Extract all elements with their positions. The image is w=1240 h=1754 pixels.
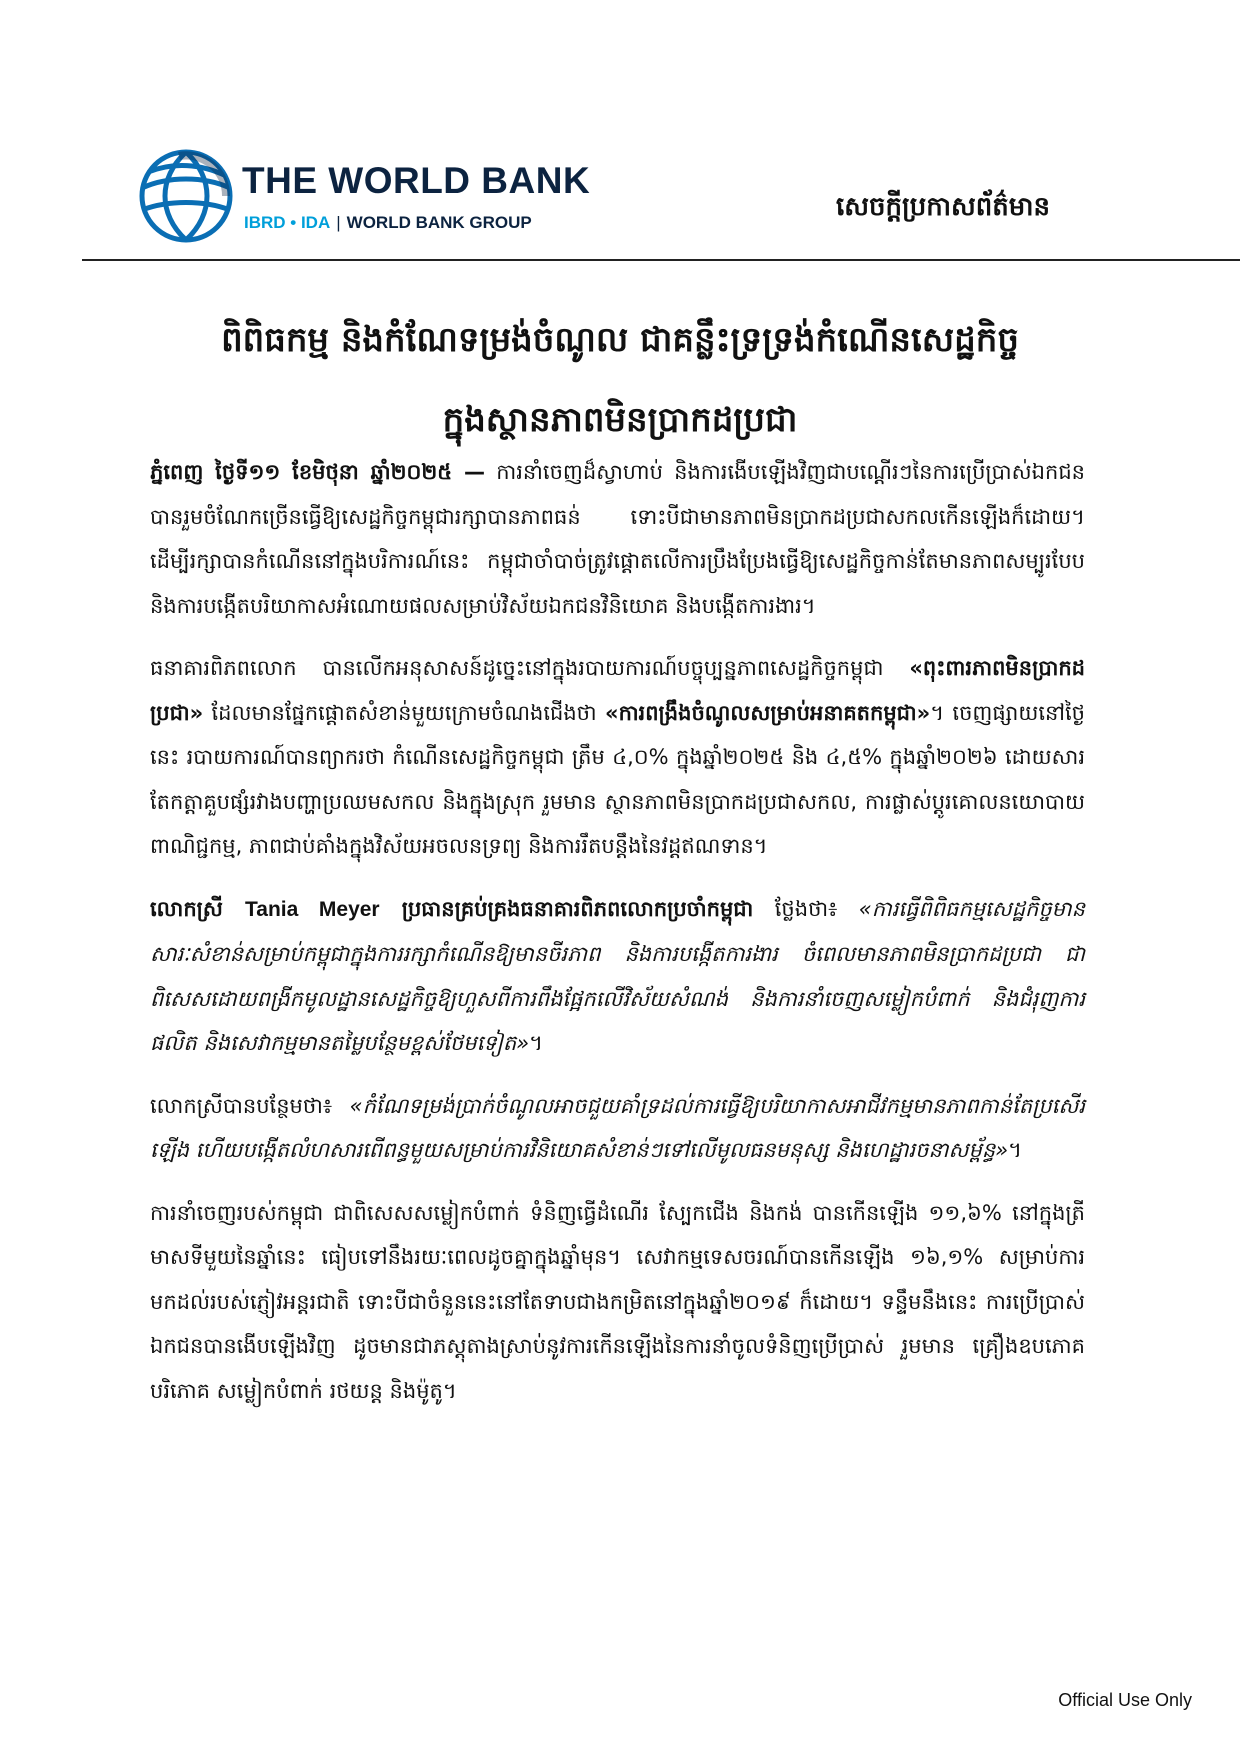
paragraph-4-intro: លោកស្រីបានបន្ថែមថា៖: [150, 1093, 350, 1118]
logo-sub-group: WORLD BANK GROUP: [346, 213, 532, 232]
title-line-2: ក្នុងស្ថានភាពមិនប្រាកដប្រជា: [442, 400, 798, 440]
document-header: [0, 140, 1240, 260]
paragraph-2-text-2: ដែលមានផ្នែកផ្តោតសំខាន់មួយក្រោមចំណងជើងថា: [203, 700, 605, 725]
paragraph-5: [150, 1191, 1085, 1414]
header-divider: [82, 259, 1240, 261]
quote-end: ។: [529, 1031, 543, 1055]
world-bank-logo: [138, 148, 638, 248]
quote-end-2: ។: [1008, 1138, 1022, 1162]
logo-sub-ibrd: IBRD • IDA: [244, 213, 331, 232]
logo-sub-separator: |: [336, 213, 341, 232]
paragraph-3: [150, 887, 1085, 1066]
paragraph-1: [150, 450, 1085, 628]
speaker-title: ប្រធានគ្រប់គ្រងធនាគារពិភពលោកប្រចាំកម្ពុជា: [379, 896, 754, 921]
speaker-name: Tania Meyer: [245, 897, 380, 921]
paragraph-2-text-1: ធនាគារពិភពលោក បានលើកអនុសាសន៍ដូច្នេះនៅក្នុងរបាយការណ៍បច្ចុប្បន្នភាពសេដ្ឋកិច្ចកម្ពុជា: [150, 656, 910, 680]
paragraph-1-text: ការនាំចេញដ៏ស្វាហាប់ និងការងើបឡើងវិញជាបណ្តើរៗនៃការប្រើប្រាស់ឯកជន បានរួមចំណែកច្រើនធ្វើឱ្យសេដ្ឋកិច្ចកម្ពុជារក្សាបានភាពធន់ ទោះបីជាមានភាពមិនប្រាកដប្រជាសកលកើនឡើងក៏ដោយ។ ដើម្បីរក្សាបានកំណើននៅក្នុងបរិការណ៍នេះ កម្ពុជាចាំបាច់ត្រូវផ្តោតលើការប្រឹងប្រែងធ្វើឱ្យសេដ្ឋកិច្ចកាន់តែមានភាពសម្បូរបែប និងការបង្កើតបរិយាកាសអំណោយផលសម្រាប់វិស័យឯកជនវិនិយោគ និងបង្កើតការងារ។: [150, 460, 1085, 618]
paragraph-2: [150, 646, 1085, 869]
report-title: «ពុះពារភាពមិនប្រាកដប្រជា»: [150, 656, 1085, 725]
speaker-quote: «ការធ្វើពិពិធកម្មសេដ្ឋកិច្ចមានសារៈសំខាន់សម្រាប់កម្ពុជាក្នុងការរក្សាកំណើនឱ្យមានចីរភាព និងការបង្កើតការងារ ចំពេលមានភាពមិនប្រាកដប្រជា ជាពិសេសដោយពង្រីកមូលដ្ឋានសេដ្ឋកិច្ចឱ្យហួសពីការពឹងផ្អែកលើវិស័យសំណង់ និងការនាំចេញសម្លៀកបំពាក់ និងជំរុញការផលិត និងសេវាកម្មមានតម្លៃបន្ថែមខ្ពស់ថែមទៀត»: [150, 896, 1086, 1055]
document-body: [150, 450, 1085, 1431]
classification-footer: Official Use Only: [1058, 1690, 1192, 1710]
dateline: ភ្នំពេញ ថ្ងៃទី១១ ខែមិថុនា ឆ្នាំ២០២៥ —: [150, 460, 486, 484]
document-title: [82, 300, 1158, 460]
paragraph-5-text: ការនាំចេញរបស់កម្ពុជា ជាពិសេសសម្លៀកបំពាក់ ទំនិញធ្វើដំណើរ ស្បែកជើង និងកង់ បានកើនឡើង ១១,៦% នៅក្នុងត្រីមាសទីមួយនៃឆ្នាំនេះ ធៀបទៅនឹងរយៈពេលដូចគ្នាក្នុងឆ្នាំមុន។ សេវាកម្មទេសចរណ៍បានកើនឡើង ១៦,១% សម្រាប់ការមកដល់របស់ភ្ញៀវអន្តរជាតិ ទោះបីជាចំនួននេះនៅតែទាបជាងកម្រិតនៅក្នុងឆ្នាំ២០១៩ ក៏ដោយ។ ទន្ទឹមនឹងនេះ ការប្រើប្រាស់ឯកជនបានងើបឡើងវិញ ដូចមានជាភស្តុតាងស្រាប់នូវការកើនឡើងនៃការនាំចូលទំនិញប្រើប្រាស់ រួមមាន គ្រឿងឧបភោគបរិភោគ សម្លៀកបំពាក់ រថយន្ត និងម៉ូតូ។: [150, 1200, 1085, 1403]
logo-subtitle: [244, 213, 532, 233]
speaker-verb: ថ្លែងថា៖: [753, 896, 859, 921]
logo-title: THE WORLD BANK: [242, 160, 591, 201]
title-line-1: ពិពិធកម្ម និងកំណែទម្រង់ចំណូល ជាគន្លឹះទ្រទ្រង់កំណើនសេដ្ឋកិច្ច: [221, 320, 1019, 360]
speaker-prefix: លោកស្រី: [150, 896, 245, 921]
paragraph-2-text-3: ។ ចេញផ្សាយនៅថ្ងៃនេះ របាយការណ៍បានព្យាករថា កំណើនសេដ្ឋកិច្ចកម្ពុជា ត្រឹម ៤,០% ក្នុងឆ្នាំ២០២៥ និង ៤,៥% ក្នុងឆ្នាំ២០២៦ ដោយសារតែកត្តាគួបផ្សំរវាងបញ្ហាប្រឈមសកល និងក្នុងស្រុក រួមមាន ស្ថានភាពមិនប្រាកដប្រជាសកល, ការផ្លាស់ប្តូរគោលនយោបាយពាណិជ្ជកម្ម, ភាពជាប់គាំងក្នុងវិស័យអចលនទ្រព្យ និងការរឹតបន្តឹងនៃវដ្តឥណទាន។: [150, 700, 1085, 858]
globe-icon: [138, 148, 234, 244]
speaker-quote-2: «កំណែទម្រង់ប្រាក់ចំណូលអាចជួយគាំទ្រដល់ការធ្វើឱ្យបរិយាកាសអាជីវកម្មមានភាពកាន់តែប្រសើរឡើង ហើយបង្កើតលំហសារពើពន្ធមួយសម្រាប់ការវិនិយោគសំខាន់ៗទៅលើមូលធនមនុស្ស និងហេដ្ឋារចនាសម្ព័ន្ធ»: [150, 1093, 1085, 1162]
focus-section-title: «ការពង្រឹងចំណូលសម្រាប់អនាគតកម្ពុជា»: [605, 700, 931, 725]
paragraph-4: [150, 1084, 1085, 1173]
press-release-label: សេចក្តីប្រកាសព័ត៌មាន: [835, 192, 1050, 222]
